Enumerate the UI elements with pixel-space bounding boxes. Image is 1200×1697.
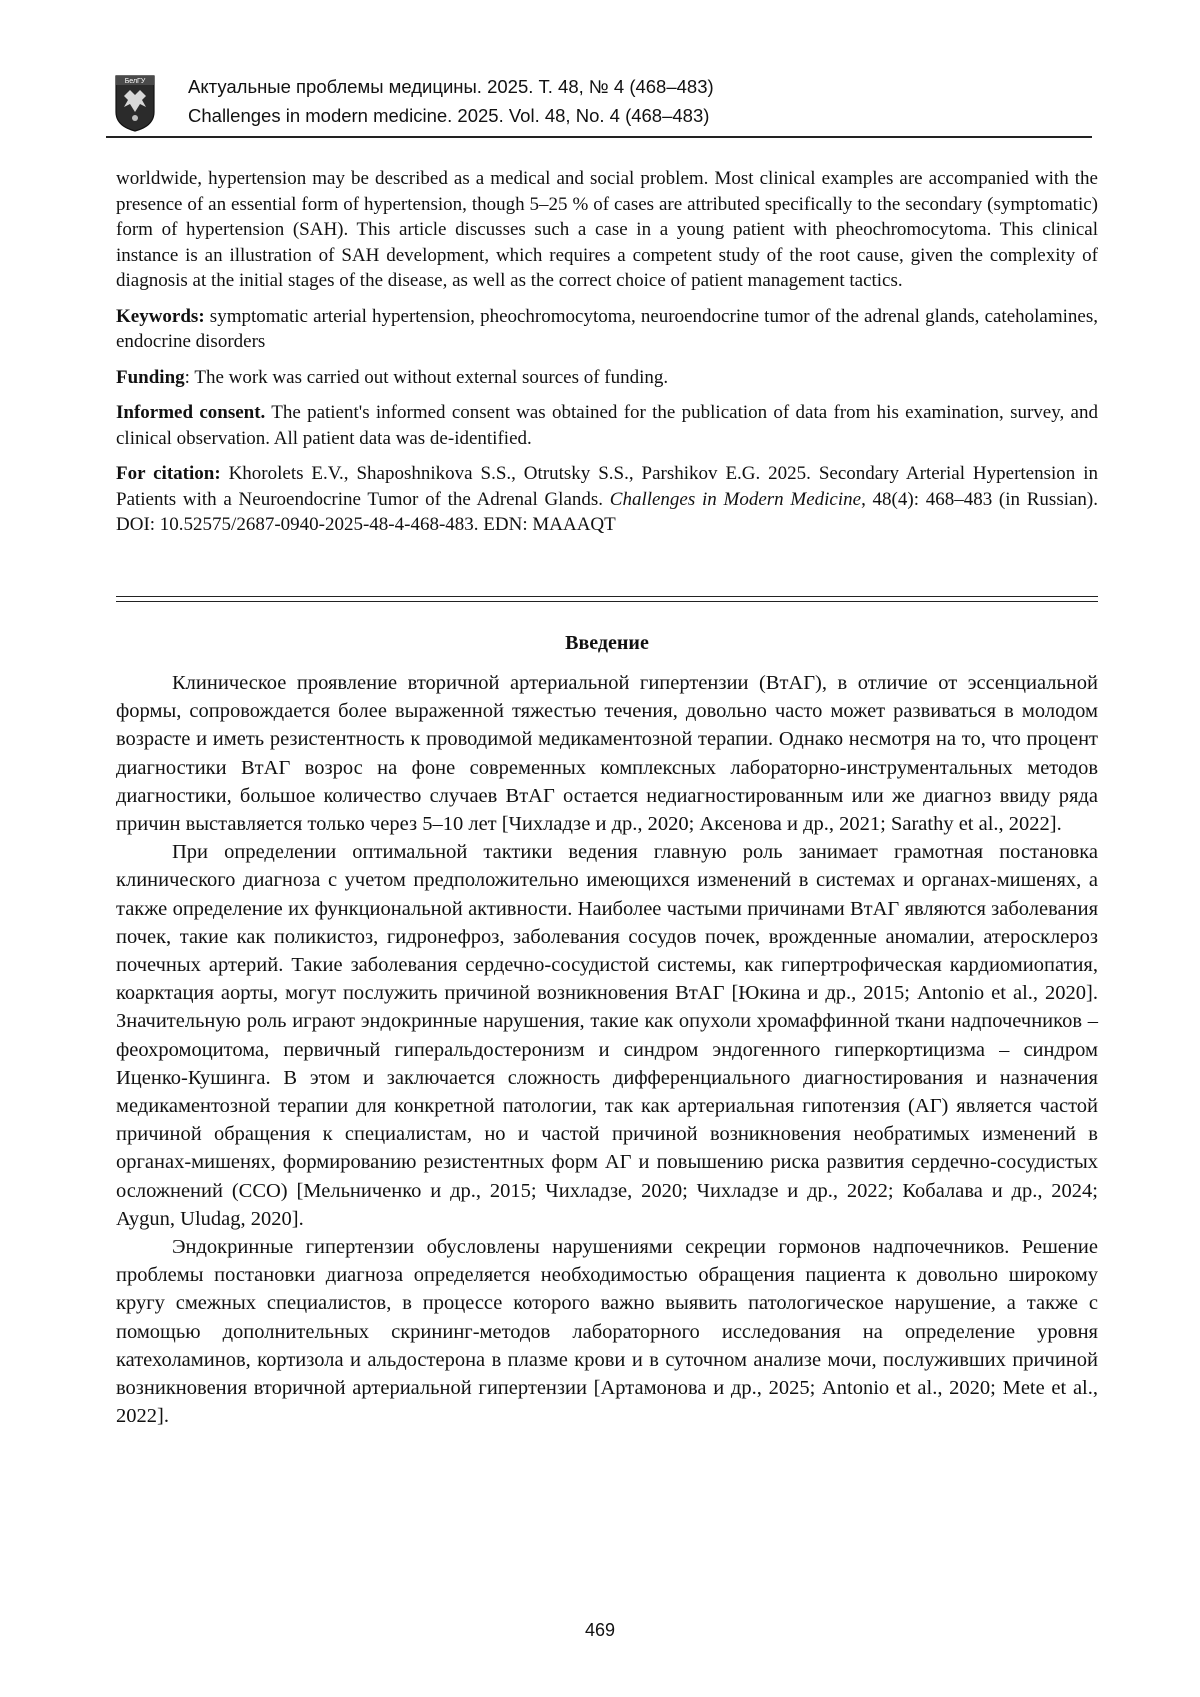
journal-title-en: Challenges in modern medicine. 2025. Vol. 48, No. 4 (468–483)	[188, 105, 710, 126]
introduction-body	[116, 669, 1098, 1430]
funding-paragraph	[116, 365, 1098, 391]
logo-text: БелГУ	[124, 78, 146, 86]
intro-paragraph-1: Клиническое проявление вторичной артериальной гипертензии (ВтАГ), в отличие от эссенциальной формы, сопровождается более выраженной тяжестью течения, довольно часто может развиваться в молодом возрасте и иметь резистентность к проводимой медикаментозной терапии. Однако несмотря на то, что процент диагностики ВтАГ возрос на фоне современных комплексных лабораторно-инструментальных методов диагностики, большое количество случаев ВтАГ остается недиагностированным или же диагноз ввиду ряда причин выставляется только через 5–10 лет [Чихладзе и др., 2020; Аксенова и др., 2021; Sarathy et al., 2022].	[116, 672, 1098, 836]
citation-paragraph	[116, 461, 1098, 538]
section-divider-top	[116, 596, 1098, 597]
keywords-text: symptomatic arterial hypertension, pheochromocytoma, neuroendocrine tumor of the adrenal glands, cateholamines, endocrine disorders	[116, 305, 1098, 352]
abstract-section	[116, 166, 1098, 548]
page-number: 469	[584, 1620, 616, 1640]
header-divider	[106, 136, 1092, 138]
intro-paragraph-2: При определении оптимальной тактики ведения главную роль занимает грамотная постановка клинического диагноза с учетом предположительно имеющихся изменений в системах и органах-мишенях, а также определение их функциональной активности. Наиболее частыми причинами ВтАГ являются заболевания почек, такие как поликистоз, гидронефроз, заболевания сосудов почек, врожденные аномалии, атеросклероз почечных артерий. Такие заболевания сердечно-сосудистой системы, как гипертрофическая кардиомиопатия, коарктация аорты, могут послужить причиной возникновения ВтАГ [Юкина и др., 2015; Antonio et al., 2020]. Значительную роль играют эндокринные нарушения, такие как опухоли хромаффинной ткани надпочечников – феохромоцитома, первичный гиперальдостеронизм и синдром эндогенного гиперкортицизма – синдром Иценко-Кушинга. В этом и заключается сложность дифференциального диагностирования и назначения медикаментозной терапии для конкретной патологии, так как артериальная гипотензия (АГ) является частой причиной обращения к специалистам, но и частой причиной возникновения необратимых изменений в органах-мишенях, формированию резистентных форм АГ и повышению риска развития сердечно-сосудистых осложнений (ССО) [Мельниченко и др., 2015; Чихладзе, 2020; Чихладзе и др., 2022; Кобалава и др., 2024; Aygun, Uludag, 2020].	[116, 841, 1098, 1230]
running-header	[106, 72, 1092, 138]
funding-label: Funding	[116, 366, 185, 388]
intro-paragraph-3: Эндокринные гипертензии обусловлены нарушениями секреции гормонов надпочечников. Решение проблемы постановки диагноза определяется необходимостью обращения пациента к довольно широкому кругу смежных специалистов, в процессе которого важно выявить патологическое нарушение, а также с помощью дополнительных скрининг-методов лабораторного исследования на определение уровня катехоламинов, кортизола и альдостерона в плазме крови и в суточном анализе мочи, послуживших причиной возникновения вторичной артериальной гипертензии [Артамонова и др., 2025; Antonio et al., 2020; Mete et al., 2022].	[116, 1236, 1098, 1428]
abstract-continuation: worldwide, hypertension may be described as a medical and social problem. Most clinical examples are accompanied with the presence of an essential form of hypertension, though 5–25 % of cases are attributed specifically to the secondary (symptomatic) form of hypertension (SAH). This article discusses such a case in a young patient with pheochromocytoma. This clinical instance is an illustration of SAH development, which requires a competent study of the root cause, given the complexity of diagnosis at the initial stages of the disease, as well as the correct choice of patient management tactics.	[116, 168, 1098, 291]
keywords-label: Keywords:	[116, 305, 205, 327]
keywords-paragraph	[116, 304, 1098, 355]
citation-text-part-2: , 48(4): 468–483 (in Russian). DOI: 10.52575/2687-0940-2025-48-4-468-483. EDN: MAAAQT	[116, 488, 1099, 535]
journal-title-ru: Актуальные проблемы медицины. 2025. Т. 48, № 4 (468–483)	[188, 76, 714, 97]
consent-label: Informed consent.	[116, 402, 266, 423]
citation-label: For citation:	[116, 463, 221, 484]
consent-paragraph	[116, 400, 1098, 451]
citation-journal: Challenges in Modern Medicine	[609, 488, 862, 510]
section-divider-bottom	[116, 601, 1098, 602]
consent-text: The patient's informed consent was obtained for the publication of data from his examination, survey, and clinical observation. All patient data was de-identified.	[116, 402, 1098, 449]
section-title: Введение	[565, 632, 649, 654]
university-crest-icon	[114, 74, 156, 132]
funding-text: : The work was carried out without external sources of funding.	[184, 366, 669, 388]
citation-text-part-1: Khorolets E.V., Shaposhnikova S.S., Otrutsky S.S., Parshikov E.G. 2025. Secondary Arterial Hypertension in Patients with a Neuroendocrine Tumor of the Adrenal Glands.	[116, 463, 1098, 510]
